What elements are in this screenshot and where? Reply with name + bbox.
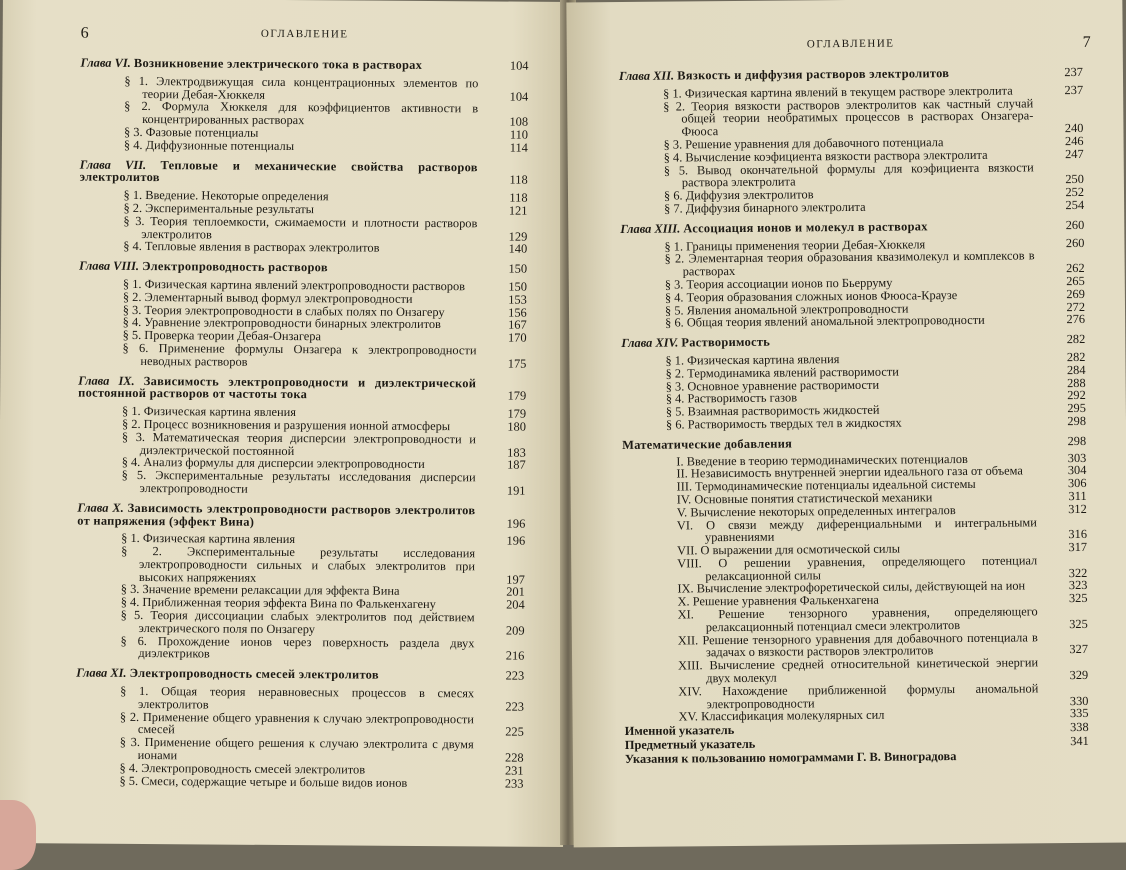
entry-title: § 4. Тепловые явления в растворах электролитов	[123, 239, 379, 255]
entry-page-number: 196	[485, 517, 525, 530]
entry-title: Электропроводность растворов	[142, 259, 328, 274]
entry-title: XII. Решение тензорного уравнения для добавочного потенциала в задачах о вязкости растворов электролитов	[678, 630, 1038, 660]
entry-title: Тепловые и механические свойства растворов электролитов	[80, 158, 478, 185]
entry-title: § 6. Диффузия электролитов	[664, 187, 814, 202]
entry-title: § 2. Экспериментальные результаты исследования электропроводности сильных и слабых электролитов при высоких напряжениях	[121, 544, 475, 585]
entry-title: § 1. Границы применения теории Дебая-Хюккеля	[664, 237, 925, 253]
entry-title: § 2. Элементарный вывод формул электропроводности	[123, 290, 413, 306]
left-page	[0, 0, 569, 847]
entry-title: § 4. Растворимость газов	[666, 391, 797, 406]
entry-page-number: 338	[1049, 721, 1089, 734]
entry-page-number: 118	[488, 174, 528, 187]
entry-page-number: 156	[487, 306, 527, 319]
toc-entry	[624, 682, 1088, 712]
toc-entry	[75, 774, 523, 790]
entry-page-number: 129	[487, 230, 527, 243]
chapter-label: Глава XI.	[76, 666, 126, 680]
entry-title: § 4. Приближенная теория эффекта Вина по Фалькенхагену	[121, 595, 436, 611]
entry-page-number: 295	[1046, 402, 1086, 415]
entry-title: § 4. Вычисление коэфициента вязкости раствора электролита	[664, 148, 988, 165]
entry-page-number: 104	[488, 59, 528, 72]
chapter-label: Глава XIII.	[620, 221, 680, 236]
toc-entry-text	[622, 415, 1086, 432]
chapter-label: Глава XIV.	[621, 336, 678, 350]
toc-chapter-entry	[77, 501, 525, 530]
entry-page-number: 240	[1043, 122, 1083, 135]
entry-page-number: 197	[485, 573, 525, 586]
entry-page-number: 179	[486, 408, 526, 421]
toc-entry	[76, 634, 524, 663]
entry-page-number: 150	[487, 280, 527, 293]
toc-chapter-entry	[620, 219, 1084, 236]
toc-chapter-entry	[78, 374, 526, 403]
entry-title: V. Вычисление некоторых определенных интегралов	[677, 503, 956, 519]
entry-page-number: 167	[487, 319, 527, 332]
entry-page-number: 260	[1044, 236, 1084, 249]
entry-title: § 4. Теория образования сложных ионов Фюоса-Краузе	[665, 288, 957, 305]
entry-page-number: 150	[487, 263, 527, 276]
toc-entry	[625, 749, 1089, 766]
entry-title: § 4. Диффузионные потенциалы	[124, 138, 294, 153]
entry-page-number: 114	[488, 141, 528, 154]
left-toc-list	[75, 57, 528, 791]
toc-entry-text	[76, 667, 524, 683]
toc-entry	[80, 138, 528, 154]
entry-title: § 7. Диффузия бинарного электролита	[664, 200, 866, 216]
toc-entry-text	[620, 199, 1084, 216]
entry-title: § 3. Теория электропроводности в слабых полях по Онзагеру	[123, 302, 445, 318]
entry-page-number: 187	[486, 459, 526, 472]
entry-page-number: 179	[486, 390, 526, 403]
entry-page-number: 118	[488, 192, 528, 205]
entry-title: Вязкость и диффузия растворов электролитов	[677, 66, 949, 82]
toc-entry-text	[77, 545, 525, 587]
entry-title: § 4. Анализ формулы для дисперсии электропроводности	[122, 455, 425, 471]
entry-page-number: 254	[1044, 199, 1084, 212]
entry-title: XV. Классификация молекулярных сил	[679, 708, 885, 724]
right-toc-list	[619, 66, 1089, 766]
toc-entry-text	[622, 435, 1086, 452]
entry-title: § 2. Элементарная теория образования квазимолекул и комплексов в растворах	[665, 249, 1035, 279]
entry-page-number: 269	[1045, 288, 1085, 301]
chapter-label: Глава X.	[77, 500, 123, 514]
entry-page-number: 298	[1046, 415, 1086, 428]
toc-entry-text	[77, 469, 525, 498]
toc-entry-text	[80, 158, 528, 187]
entry-title: § 6. Прохождение ионов через поверхность раздела двух диэлектриков	[120, 634, 474, 661]
entry-page-number: 209	[485, 624, 525, 637]
chapter-label: Глава XII.	[619, 69, 674, 83]
entry-title: § 4. Уравнение электропроводности бинарных электролитов	[123, 315, 441, 331]
entry-page-number: 204	[485, 599, 525, 612]
entry-title: VI. О связи между диференциальными и интегральными уравнениями	[677, 515, 1037, 545]
entry-title: § 2. Теория вязкости растворов электролитов как частный случай общей теории необратимых процессов в растворах Онзагера-Фюоса	[663, 96, 1033, 139]
entry-title: X. Решение уравнения Фалькенхагена	[677, 593, 878, 609]
toc-entry-text	[78, 374, 526, 403]
entry-title: § 1. Электродвижущая сила концентрационных элементов по теории Дебая-Хюккеля	[124, 74, 478, 102]
entry-page-number: 180	[486, 420, 526, 433]
entry-page-number: 223	[484, 700, 524, 713]
entry-title: Возникновение электрического тока в растворах	[134, 56, 422, 72]
entry-title: § 5. Экспериментальные результаты исследования дисперсии электропроводности	[122, 468, 476, 496]
entry-title: § 1. Физическая картина явлений в текущем растворе электролита	[663, 83, 1013, 100]
entry-title: § 1. Физическая картина явления	[665, 352, 839, 368]
entry-title: § 3. Теория теплоемкости, сжимаемости и плотности растворов электролитов	[123, 214, 477, 241]
entry-page-number: 262	[1045, 262, 1085, 275]
toc-entry-text	[624, 682, 1088, 712]
toc-chapter-entry	[622, 435, 1086, 452]
entry-title: Математические добавления	[622, 436, 792, 451]
entry-page-number: 317	[1047, 541, 1087, 554]
toc-entry	[621, 313, 1085, 330]
entry-title: § 5. Смеси, содержащие четыре и больше видов ионов	[119, 774, 407, 790]
toc-entry	[623, 515, 1087, 545]
entry-title: Предметный указатель	[625, 737, 756, 752]
entry-title: I. Введение в теорию термодинамических потенциалов	[676, 451, 968, 468]
entry-title: § 2. Применение общего уравнения к случаю электропроводности смесей	[120, 710, 474, 737]
entry-title: § 1. Введение. Некоторые определения	[124, 188, 329, 203]
entry-title: § 3. Решение уравнения для добавочного потенциала	[664, 135, 944, 151]
toc-entry-text	[79, 260, 527, 276]
entry-title: § 3. Математическая теория дисперсии электропроводности и диэлектрической постоянной	[122, 430, 476, 458]
entry-title: § 4. Электропроводность смесей электролитов	[120, 761, 366, 777]
left-page-number: 6	[81, 25, 89, 43]
entry-page-number: 330	[1048, 695, 1088, 708]
toc-entry	[77, 469, 525, 498]
entry-title: XIII. Вычисление средней относительной кинетической энергии двух молекул	[678, 656, 1038, 686]
entry-title: Зависимость электропроводности растворов электролитов от напряжения (эффект Вина)	[77, 501, 475, 529]
entry-title: § 2. Формула Хюккеля для коэффициентов активности в концентрированных растворах	[124, 99, 478, 127]
toc-entry-text	[621, 313, 1085, 330]
entry-title: IX. Вычисление электрофоретической силы, действующей на ион	[677, 579, 1025, 596]
toc-chapter-entry	[80, 57, 528, 73]
entry-title: § 1. Общая теория неравновесных процессов в смесях электролитов	[120, 684, 474, 711]
entry-title: § 6. Общая теория явлений аномальной электропроводности	[665, 313, 985, 330]
entry-page-number: 298	[1046, 435, 1086, 448]
entry-page-number: 322	[1047, 567, 1087, 580]
entry-page-number: 121	[487, 204, 527, 217]
entry-page-number: 196	[485, 535, 525, 548]
entry-page-number: 276	[1045, 313, 1085, 326]
entry-page-number: 216	[484, 650, 524, 663]
entry-title: § 2. Процесс возникновения и разрушения ионной атмосферы	[122, 417, 450, 433]
entry-page-number: 288	[1046, 376, 1086, 389]
toc-entry-text	[75, 774, 523, 790]
entry-page-number: 228	[484, 751, 524, 764]
entry-page-number: 282	[1045, 333, 1085, 346]
entry-title: Растворимость	[681, 335, 770, 350]
entry-page-number: 246	[1044, 135, 1084, 148]
entry-page-number: 201	[485, 586, 525, 599]
entry-page-number: 231	[484, 764, 524, 777]
entry-title: XI. Решение тензорного уравнения, определяющего релаксационный потенциал смеси электролитов	[678, 604, 1038, 634]
toc-chapter-entry	[76, 667, 524, 683]
entry-page-number: 272	[1045, 300, 1085, 313]
entry-page-number: 140	[487, 243, 527, 256]
toc-entry-text	[80, 57, 528, 73]
entry-title: VII. О выражении для осмотической силы	[677, 542, 900, 558]
entry-title: § 3. Применение общего решения к случаю электролита с двумя ионами	[120, 735, 474, 762]
entry-page-number: 237	[1043, 84, 1083, 97]
entry-title: II. Независимость внутренней энергии идеального газа от объема	[676, 464, 1023, 481]
entry-page-number: 260	[1044, 219, 1084, 232]
entry-title: § 3. Значение времени релаксации для эффекта Вина	[121, 582, 400, 598]
entry-title: III. Термодинамические потенциалы идеальной системы	[676, 477, 975, 494]
entry-page-number: 316	[1047, 528, 1087, 541]
entry-title: § 5. Проверка теории Дебая-Онзагера	[123, 328, 322, 343]
entry-page-number: 329	[1048, 669, 1088, 682]
entry-page-number: 304	[1046, 464, 1086, 477]
entry-title: § 5. Вывод окончательной формулы для коэфициента вязкости раствора электролита	[664, 160, 1034, 190]
toc-entry	[78, 342, 526, 371]
toc-chapter-entry	[79, 260, 527, 276]
entry-page-number: 341	[1049, 735, 1089, 748]
entry-page-number: 303	[1046, 451, 1086, 464]
entry-page-number: 282	[1045, 351, 1085, 364]
toc-entry-text	[619, 97, 1083, 139]
toc-chapter-entry	[621, 333, 1085, 350]
toc-entry-text	[625, 749, 1089, 766]
chapter-label: Глава VII.	[80, 157, 146, 171]
entry-page-number: 327	[1048, 643, 1088, 656]
entry-title: Именной указатель	[625, 723, 735, 738]
entry-title: § 3. Основное уравнение растворимости	[666, 377, 880, 393]
entry-page-number: 265	[1045, 275, 1085, 288]
right-page-header	[619, 36, 1083, 62]
toc-entry	[77, 545, 525, 587]
entry-page-number: 170	[487, 332, 527, 345]
entry-page-number: 108	[488, 116, 528, 129]
entry-title: § 1. Физическая картина явления	[122, 404, 296, 419]
toc-chapter-entry	[80, 158, 528, 187]
entry-page-number: 153	[487, 293, 527, 306]
entry-page-number: 225	[484, 726, 524, 739]
entry-page-number: 175	[486, 357, 526, 370]
entry-page-number: 325	[1047, 592, 1087, 605]
entry-page-number: 110	[488, 128, 528, 141]
thumb	[0, 800, 36, 870]
entry-title: Ассоциация ионов и молекул в растворах	[683, 219, 928, 235]
entry-title: § 5. Явления аномальной электропроводности	[665, 301, 909, 317]
entry-title: § 2. Термодинамика явлений растворимости	[666, 364, 899, 380]
entry-title: IV. Основные понятия статистической механики	[677, 490, 933, 506]
toc-entry	[620, 199, 1084, 216]
chapter-label: Глава VIII.	[79, 259, 139, 273]
entry-title: § 3. Теория ассоциации ионов по Бьерруму	[665, 276, 893, 292]
entry-page-number: 284	[1045, 364, 1085, 377]
entry-title: XIV. Нахождение приближенной формулы аномальной электропроводности	[678, 681, 1038, 711]
entry-title: Электропроводность смесей электролитов	[130, 666, 379, 682]
toc-entry-text	[78, 342, 526, 371]
chapter-label: Глава IX.	[78, 373, 134, 387]
chapter-label: Глава VI.	[80, 56, 130, 70]
entry-page-number: 191	[485, 484, 525, 497]
right-page	[566, 0, 1126, 847]
entry-page-number: 306	[1046, 477, 1086, 490]
entry-page-number: 250	[1044, 173, 1084, 186]
toc-chapter-entry	[619, 66, 1083, 83]
toc-entry	[622, 415, 1086, 432]
entry-page-number: 233	[483, 777, 523, 790]
toc-entry-text	[621, 333, 1085, 350]
entry-page-number: 311	[1047, 490, 1087, 503]
toc-entry-text	[79, 240, 527, 256]
entry-title: § 1. Физическая картина явления	[121, 531, 295, 546]
toc-entry-text	[77, 501, 525, 530]
entry-title: § 6. Применение формулы Онзагера к электропроводности неводных растворов	[122, 341, 476, 369]
entry-page-number: 325	[1048, 618, 1088, 631]
left-page-header	[81, 27, 529, 52]
entry-title: § 1. Физическая картина явлений электропроводности растворов	[123, 277, 465, 293]
toc-entry-text	[76, 634, 524, 663]
toc-entry	[79, 240, 527, 256]
entry-page-number: 323	[1047, 579, 1087, 592]
entry-title: § 5. Взаимная растворимость жидкостей	[666, 403, 880, 419]
entry-title: § 5. Теория диссоциации слабых электролитов под действием электрического поля по Онзагеру	[121, 608, 475, 636]
right-running-title: ОГЛАВЛЕНИЕ	[619, 36, 1083, 52]
right-page-number: 7	[1083, 34, 1091, 52]
entry-page-number: 104	[488, 90, 528, 103]
toc-entry-text	[623, 515, 1087, 545]
entry-title: § 3. Фазовые потенциалы	[124, 125, 258, 140]
entry-page-number: 292	[1046, 389, 1086, 402]
entry-title: § 6. Растворимость твердых тел в жидкостях	[666, 415, 902, 431]
toc-entry	[619, 97, 1083, 139]
entry-page-number: 237	[1043, 66, 1083, 79]
entry-title: Зависимость электропроводности и диэлектрической постоянной растворов от частоты тока	[78, 374, 476, 402]
entry-page-number: 223	[484, 670, 524, 683]
entry-page-number: 335	[1048, 707, 1088, 720]
entry-page-number: 312	[1047, 503, 1087, 516]
toc-entry-text	[80, 138, 528, 154]
entry-title: § 2. Экспериментальные результаты	[123, 201, 314, 216]
entry-title: VIII. О решении уравнения, определяющего потенциал релаксационной силы	[677, 553, 1037, 583]
toc-entry-text	[620, 219, 1084, 236]
entry-page-number: 252	[1044, 186, 1084, 199]
entry-title: Указания к пользованию номограммами Г. В. Виноградова	[625, 749, 957, 766]
toc-entry-text	[619, 66, 1083, 83]
entry-page-number: 183	[486, 446, 526, 459]
left-running-title: ОГЛАВЛЕНИЕ	[81, 27, 529, 42]
entry-page-number: 247	[1044, 148, 1084, 161]
